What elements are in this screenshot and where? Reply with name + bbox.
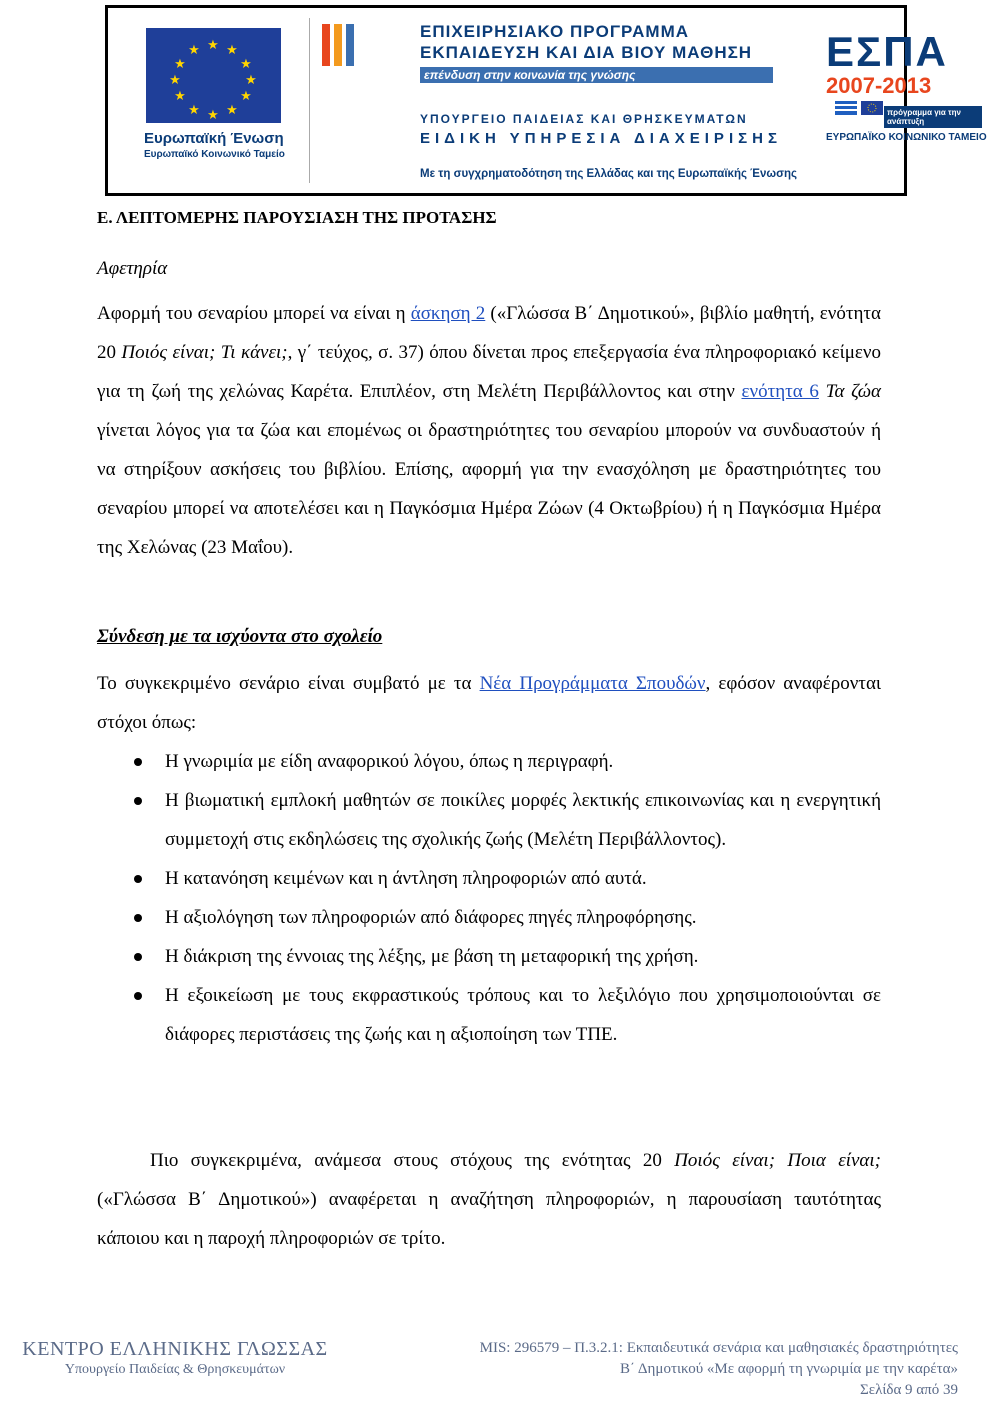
list-item: Η γνωριμία με είδη αναφορικού λόγου, όπως η περιγραφή. <box>97 742 881 781</box>
school-link-heading: Σύνδεση με τα ισχύοντα στο σχολείο <box>97 626 383 647</box>
flags-icon <box>835 101 885 115</box>
footer-info <box>380 1338 958 1401</box>
program-title <box>420 22 820 83</box>
para1-text-3: , γ΄ τεύχος, σ. 37) όπου δίνεται προς επεξεργασία ένα πληροφοριακό κείμενο για τη ζωή της χελώνας Καρέτα. Επιπλέον, στη Μελέτη Περιβάλλοντος και στην <box>97 342 881 402</box>
list-item: Η εξοικείωση με τους εκφραστικούς τρόπους και το λεξιλόγιο που χρησιμοποιούνται σε διάφορες περιστάσεις της ζωής και η αξιοποίηση των ΤΠΕ. <box>97 976 881 1054</box>
svg-text:★: ★ <box>245 73 257 88</box>
svg-text:★: ★ <box>188 103 200 118</box>
para2-text-1: Το συγκεκριμένο σενάριο είναι συμβατό με τα <box>97 673 480 694</box>
espa-logo <box>826 30 996 143</box>
svg-text:★: ★ <box>174 89 186 104</box>
espa-fund: ΕΥΡΩΠΑΪΚΟ ΚΟΙΝΩΝΙΚΟ ΤΑΜΕΙΟ <box>826 132 987 143</box>
svg-text:★: ★ <box>240 57 252 72</box>
program-line1: ΕΠΙΧΕΙΡΗΣΙΑΚΟ ΠΡΟΓΡΑΜΜΑ <box>420 22 690 41</box>
program-slogan: επένδυση στην κοινωνία της γνώσης <box>420 67 773 83</box>
curriculum-link[interactable]: Νέα Προγράμματα Σπουδών <box>479 673 706 694</box>
svg-text:★: ★ <box>188 43 200 58</box>
eu-title-text: Ευρωπαϊκή Ένωση <box>144 130 284 147</box>
start-heading: Αφετηρία <box>97 258 168 279</box>
closing-paragraph <box>97 1141 881 1258</box>
list-item: Η κατανόηση κειμένων και η άντληση πληροφοριών από αυτά. <box>97 859 881 898</box>
svg-text:★: ★ <box>226 103 238 118</box>
para1-italic-2: Τα ζώα <box>825 381 881 402</box>
para1-text-4 <box>819 381 826 402</box>
eu-title <box>144 130 314 160</box>
eu-subtitle-text: Ευρωπαϊκό Κοινωνικό Ταμείο <box>144 149 285 160</box>
program-logo-icon <box>320 20 360 70</box>
espa-years: 2007-2013 <box>826 73 932 98</box>
goals-list <box>97 742 881 1054</box>
espa-tagline: πρόγραμμα για την ανάπτυξη <box>884 106 982 128</box>
para1-text-1: Αφορμή του σεναρίου μπορεί να είναι η <box>97 303 411 324</box>
para1-text-2: («Γλώσσα Β΄ Δημοτικού», βιβλίο μαθητή, ενότητα 20 <box>97 303 882 363</box>
cofunding-text: Με τη συγχρηματοδότηση της Ελλάδας και της Ευρωπαϊκής Ένωσης <box>420 168 797 180</box>
svg-text:★: ★ <box>169 73 181 88</box>
svg-text:★: ★ <box>174 57 186 72</box>
curriculum-paragraph <box>97 664 881 742</box>
list-item: Η διάκριση της έννοιας της λέξης, με βάση τη μεταφορική της χρήση. <box>97 937 881 976</box>
header-banner <box>105 5 987 196</box>
svg-text:★: ★ <box>240 89 252 104</box>
intro-paragraph <box>97 294 881 567</box>
footer-org-name: ΚΕΝΤΡΟ ΕΛΛΗΝΙΚΗΣ ΓΛΩΣΣΑΣ <box>22 1338 328 1360</box>
banner-divider <box>309 18 310 183</box>
para3-italic-1: Ποιός είναι; Ποια είναι; <box>674 1150 881 1171</box>
unit-6-link[interactable]: ενότητα 6 <box>741 381 819 402</box>
exercise-2-link[interactable]: άσκηση 2 <box>410 303 486 324</box>
svg-text:★: ★ <box>207 108 219 123</box>
para1-text-5: γίνεται λόγος για τα ζώα και επομένως οι δραστηριότητες του σεναρίου μπορούν να συνδυαστούν ή να στηρίξουν ασκήσεις του βιβλίου. Επίσης, αφορμή για την ενασχόληση με δραστηριότητες του σεναρίου μπορεί να αποτελέσει και η Παγκόσμια Ημέρα Ζώων (4 Οκτωβρίου) ή η Παγκόσμια Ημέρα της Χελώνας (23 Μαΐου). <box>97 420 881 558</box>
ministry-line2: ΕΙΔΙΚΗ ΥΠΗΡΕΣΙΑ ΔΙΑΧΕΙΡΙΣΗΣ <box>420 130 782 147</box>
list-item: Η αξιολόγηση των πληροφοριών από διάφορες πηγές πληροφόρησης. <box>97 898 881 937</box>
section-heading: Ε. ΛΕΠΤΟΜΕΡΗΣ ΠΑΡΟΥΣΙΑΣΗ ΤΗΣ ΠΡΟΤΑΣΗΣ <box>97 208 497 227</box>
ministry-line1: ΥΠΟΥΡΓΕΙΟ ΠΑΙΔΕΙΑΣ ΚΑΙ ΘΡΗΣΚΕΥΜΑΤΩΝ <box>420 112 748 126</box>
footer-org <box>5 1338 345 1378</box>
para3-text-2: («Γλώσσα Β΄ Δημοτικού») αναφέρεται η αναζήτηση πληροφοριών, η παρουσίαση ταυτότητας κάποιου και η παροχή πληροφοριών σε τρίτο. <box>97 1189 881 1249</box>
svg-text:★: ★ <box>207 38 219 53</box>
footer-ministry: Υπουργείο Παιδείας & Θρησκευμάτων <box>64 1362 286 1377</box>
para1-italic-1: Ποιός είναι; Τι κάνει; <box>121 342 288 363</box>
footer-mis: MIS: 296579 – Π.3.2.1: Εκπαιδευτικά σενάρια και μαθησιακές δραστηριότητες <box>479 1340 958 1356</box>
para3-text-1: Πιο συγκεκριμένα, ανάμεσα στους στόχους της ενότητας 20 <box>150 1150 675 1171</box>
ministry-block <box>420 112 782 147</box>
espa-title: ΕΣΠΑ <box>826 28 948 75</box>
program-line2: ΕΚΠΑΙΔΕΥΣΗ ΚΑΙ ΔΙΑ ΒΙΟΥ ΜΑΘΗΣΗ <box>420 43 753 62</box>
list-item: Η βιωματική εμπλοκή μαθητών σε ποικίλες μορφές λεκτικής επικοινωνίας και η ενεργητική συμμετοχή στις εκδηλώσεις της σχολικής ζωής (Μελέτη Περιβάλλοντος). <box>97 781 881 859</box>
para2-text-2: , εφόσον αναφέρονται στόχοι όπως: <box>97 673 882 733</box>
page-number: Σελίδα 9 από 39 <box>860 1382 958 1398</box>
svg-text:★: ★ <box>226 43 238 58</box>
eu-flag-icon <box>146 28 281 123</box>
footer-title: Β΄ Δημοτικού «Με αφορμή τη γνωριμία με την καρέτα» <box>619 1361 958 1377</box>
